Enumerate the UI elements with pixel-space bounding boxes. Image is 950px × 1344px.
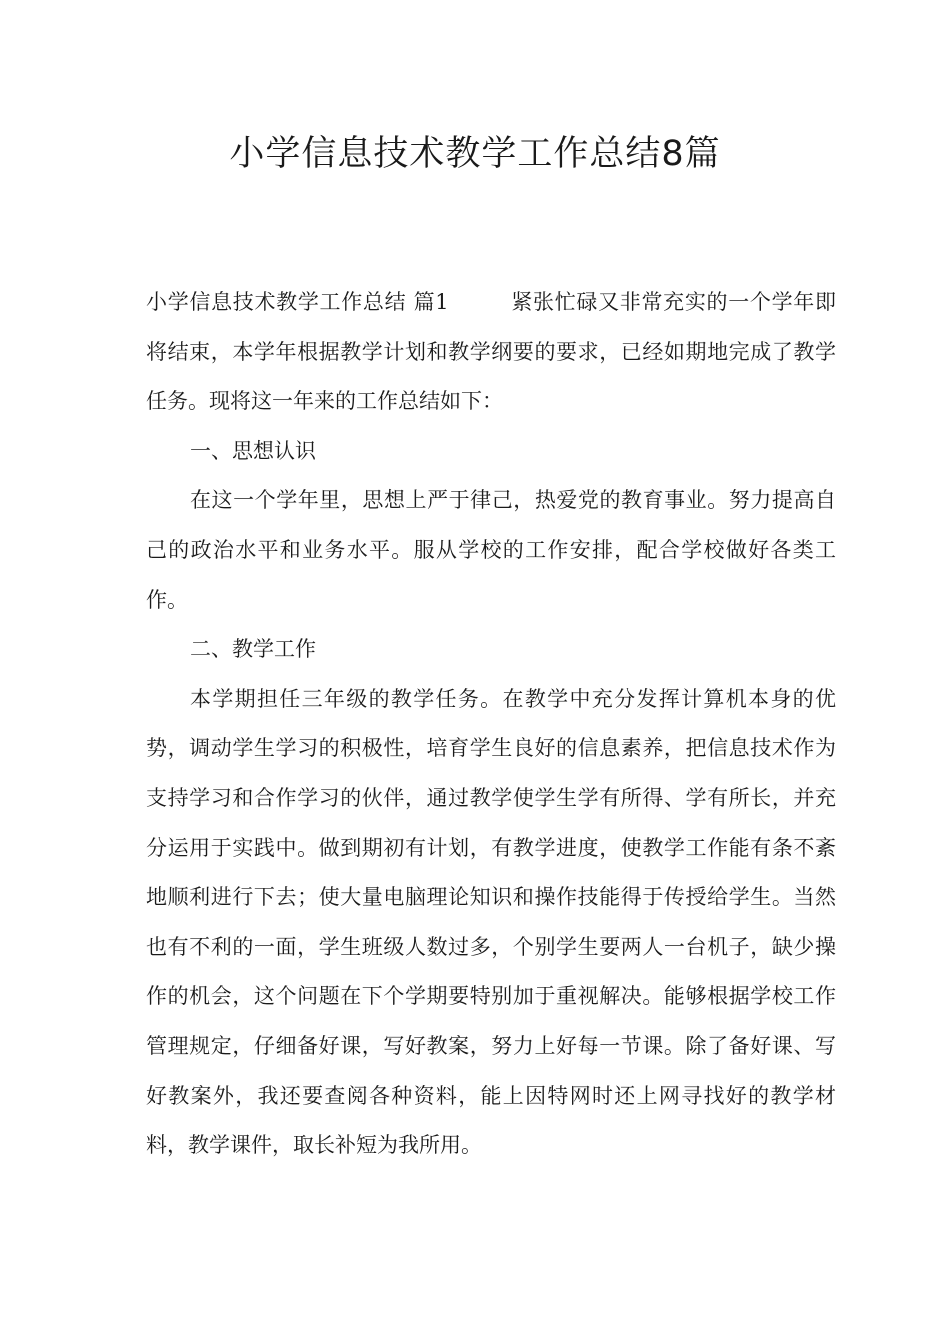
section-body-thought: 在这一个学年里，思想上严于律己，热爱党的教育事业。努力提高自己的政治水平和业务水平。服从学校的工作安排，配合学校做好各类工作。 bbox=[146, 488, 836, 612]
document-title: 小学信息技术教学工作总结8篇 bbox=[229, 134, 721, 174]
intro-heading: 小学信息技术教学工作总结 篇1 bbox=[146, 290, 449, 314]
intro-paragraph bbox=[146, 278, 836, 427]
section-heading-teaching: 二、教学工作 bbox=[190, 637, 316, 662]
document-body bbox=[146, 278, 836, 1171]
section-body-teaching: 本学期担任三年级的教学任务。在教学中充分发挥计算机本身的优势，调动学生学习的积极性，培育学生良好的信息素养，把信息技术作为支持学习和合作学习的伙伴，通过教学使学生学有所得、学有所长，并充分运用于实践中。做到期初有计划，有教学进度，使教学工作能有条不紊地顺利进行下去；使大量电脑理论知识和操作技能得于传授给学生。当然也有不利的一面，学生班级人数过多，个别学生要两人一台机子，缺少操作的机会，这个问题在下个学期要特别加于重视解决。能够根据学校工作管理规定，仔细备好课，写好教案，努力上好每一节课。除了备好课、写好教案外，我还要查阅各种资料，能上因特网时还上网寻找好的教学材料，教学课件，取长补短为我所用。 bbox=[146, 686, 836, 1158]
section-heading-thought: 一、思想认识 bbox=[190, 438, 316, 463]
intro-text: 紧张忙碌又非常充实的一个学年即将结束，本学年根据教学计划和教学纲要的要求，已经如期地完成了教学任务。现将这一年来的工作总结如下： bbox=[146, 290, 836, 414]
